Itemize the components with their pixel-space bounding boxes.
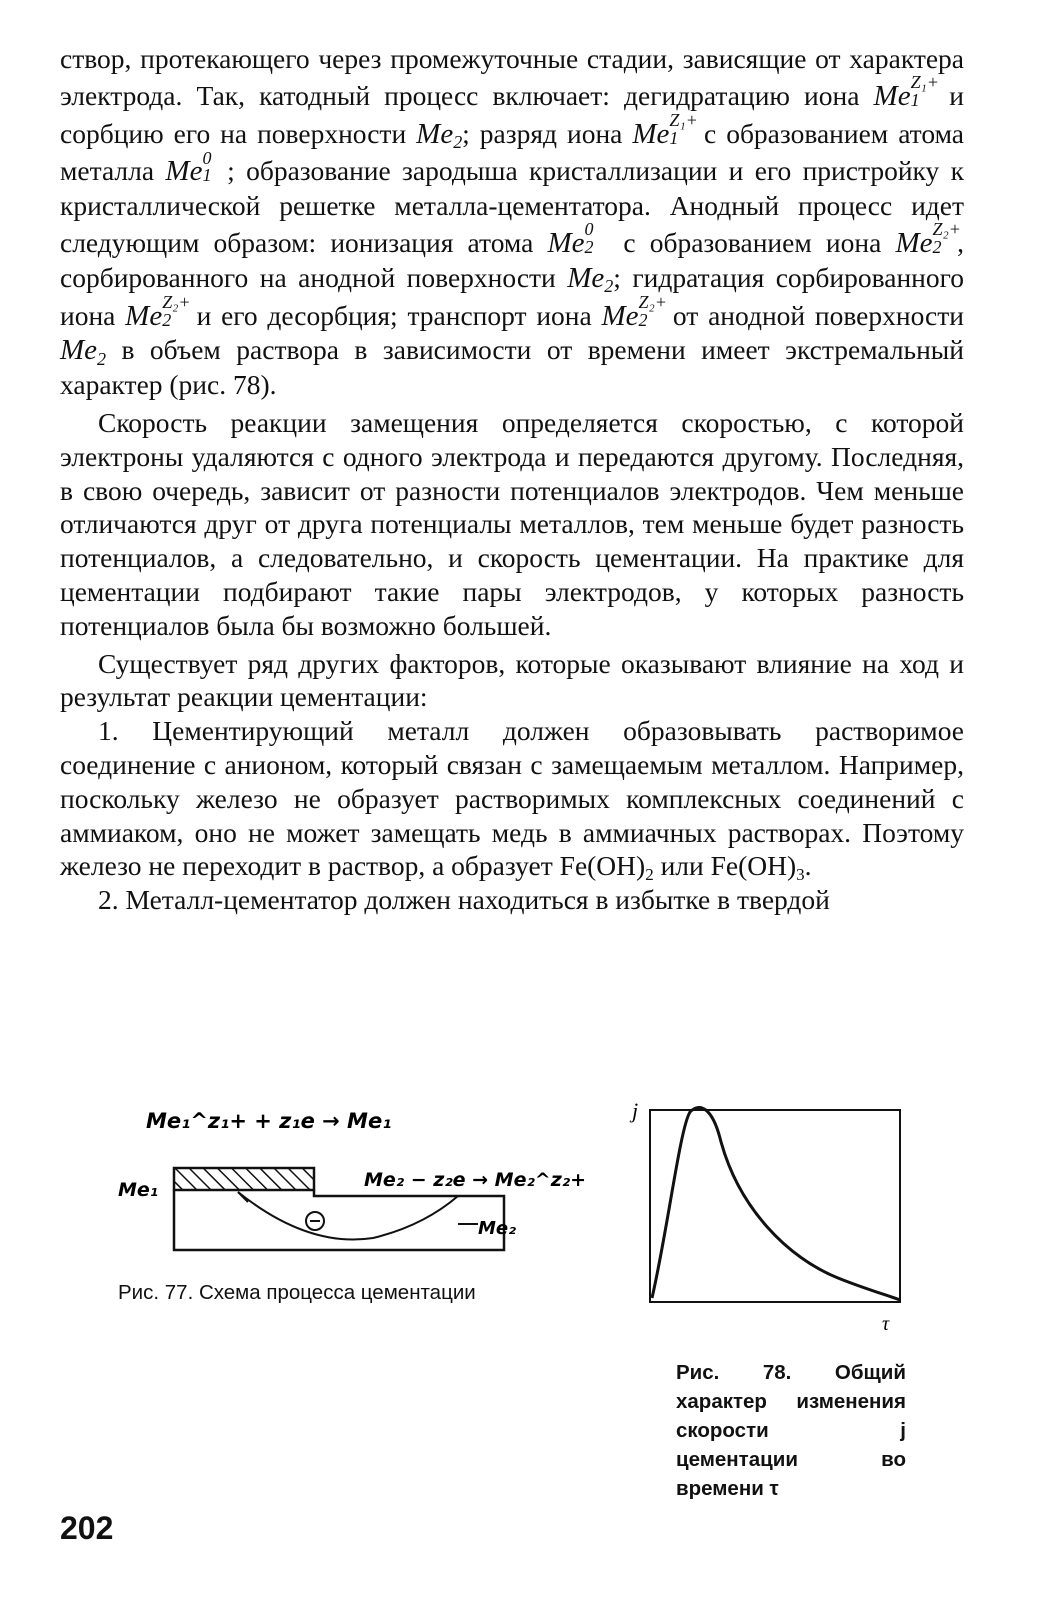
paragraph-3: Существует ряд других факторов, которые оказывают влияние на ход и результат реакции цементации: <box>60 647 964 713</box>
list-item-1: 1. Цементирующий металл должен образовывать растворимое соединение с анионом, который связан с замещаемым металлом. Например, поскольку железо не образует растворимых комплексных соединений с аммиаком, оно не может замещать медь в аммиачных растворах. Поэтому железо не переходит в раствор, а образует $Fe(OH)_2$ или $Fe(OH)_3$. <box>60 715 964 885</box>
atom-me1: Me 0 1 <box>165 147 212 188</box>
metal-me2: $Me_2$ <box>567 261 614 297</box>
list-item-2: 2. Металл-цементатор должен находиться в избытке в твердой <box>98 884 830 916</box>
ion-me2: Me Z₂+ 2 <box>601 291 667 332</box>
electron-path <box>238 1192 458 1240</box>
paragraph-1: створ, протекающего через промежуточные стадии, зависящие от характера электрода. Так, катодный процесс включает: дегидратацию иона Me Z₁+ 1 и сорбцию его на поверхности $Me_2$; разряд иона Me Z₁+ 1 с образованием атома металла Me 0 1 ; образование зародыша кристаллизации и его пристройку к кристаллической решетке металла-цементатора. Анодный процесс идет следующим образом: ионизация атома Me 0 2 с образованием иона Me Z₂+ 2 , сорбированного на анодной поверхности $Me_2$; гидратация сорбированного иона Me Z₂+ 2 и его десорбция; транспорт иона Me Z₂+ 2 от анодной поверхности $Me_2$ в объем раствора в зависимости от времени имеет экстремальный характер (рис. 78). <box>60 43 965 401</box>
rate-curve <box>652 1108 900 1300</box>
ion-me1: Me Z₁+ 1 <box>873 71 939 112</box>
figure-77-caption: Рис. 77. Схема процесса цементации <box>118 1281 476 1304</box>
ion-me2: Me Z₂+ 2 <box>125 291 191 332</box>
ion-me2: Me Z₂+ 2 <box>895 219 961 259</box>
ion-me1: Me Z₁+ 1 <box>632 109 698 150</box>
arrow-head <box>238 1192 248 1202</box>
label-me1: Me₁ <box>118 1179 159 1201</box>
paragraph-2: Скорость реакции замещения определяется скоростью, с которой электроны удаляются с одного электрода и передаются другому. Последняя, в свою очередь, зависит от разности потенциалов электродов. Чем меньше отличаются друг от друга потенциалы металлов, тем меньше будет разность потенциалов, а следовательно, и скорость цементации. На практике для цементации подбирают такие пары электродов, у которых разность потенциалов была бы возможно большей. <box>60 406 964 641</box>
y-axis-label: j <box>632 1098 639 1123</box>
metal-me2: $Me_2$ <box>60 334 107 369</box>
figure-78-caption: Рис. 78. Общий характер изменения скорости j цементации во времени τ <box>676 1361 906 1500</box>
page-number: 202 <box>60 1510 114 1546</box>
atom-me2: Me 0 2 <box>547 219 594 259</box>
cathode-equation: Me₁^z₁+ + z₁e → Me₁ <box>146 1109 392 1133</box>
figure-77-diagram <box>118 1098 587 1258</box>
anode-equation: Me₂ − z₂e → Me₂^z₂+ <box>364 1169 587 1191</box>
label-me2: Me₂ <box>478 1218 517 1239</box>
x-axis-label: τ <box>882 1313 890 1335</box>
plot-frame <box>650 1110 900 1302</box>
metal-me2: $Me_2$ <box>416 117 463 152</box>
deposited-metal-layer <box>174 1168 314 1190</box>
page-body <box>60 42 964 917</box>
figure-78-chart <box>628 1098 913 1338</box>
